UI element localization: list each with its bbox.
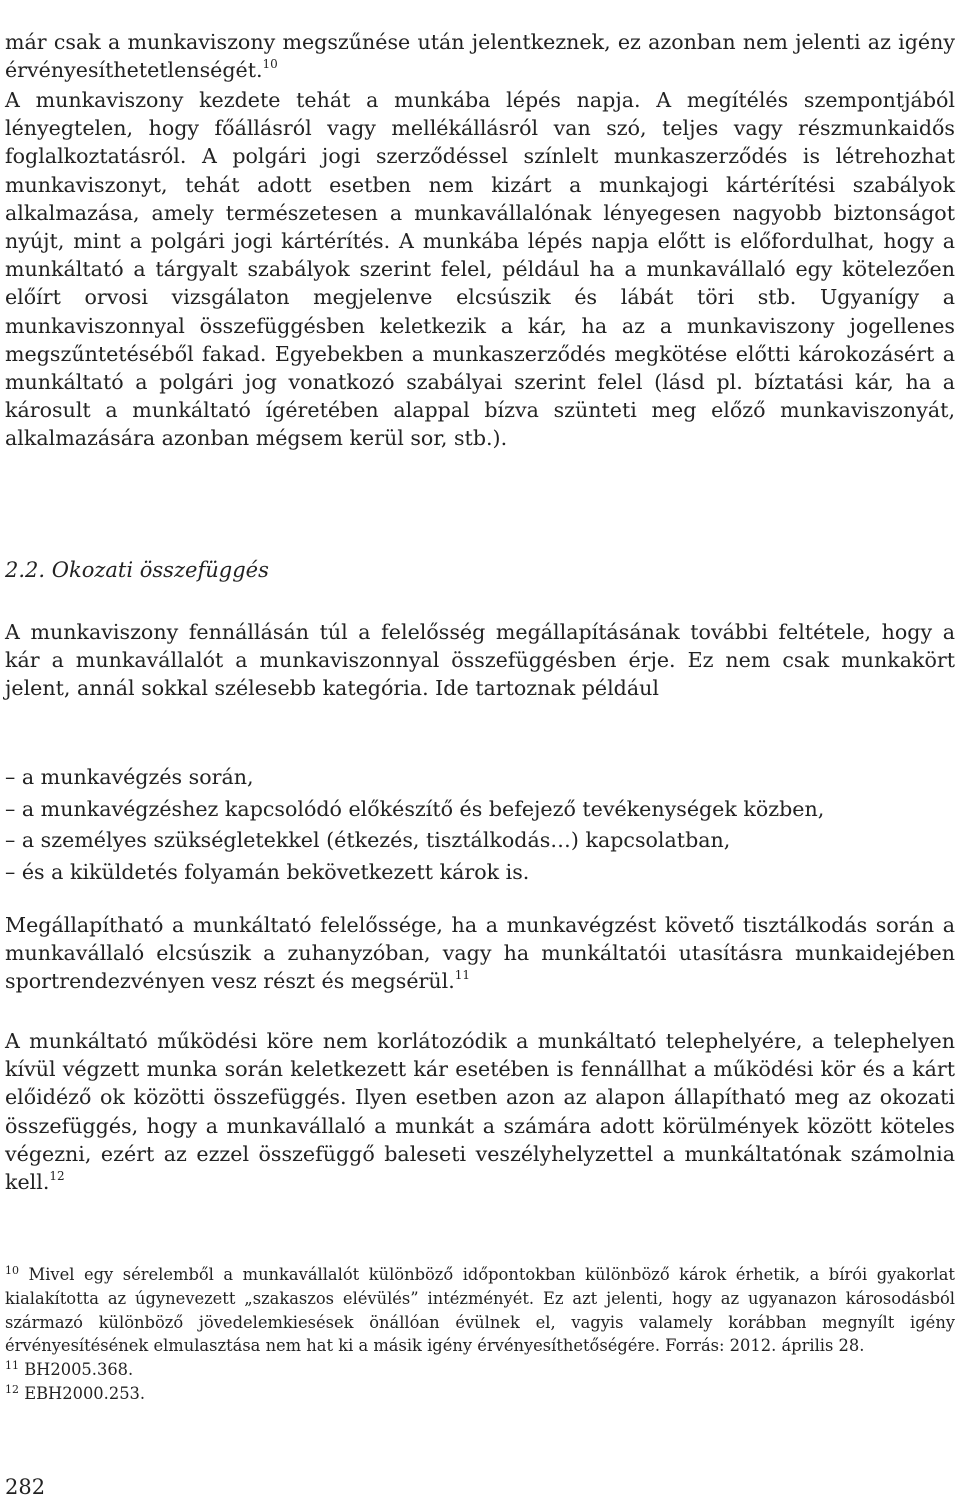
examples-list [5,762,955,888]
footnote-text: BH2005.368. [24,1360,134,1380]
footnote-number: 10 [5,1264,19,1277]
section-number: 2.2. [5,558,46,582]
footnote-ref-11[interactable]: 11 [454,968,471,983]
paragraph-employer-liability-text: Megállapítható a munkáltató felelőssége, ha a munkavégzést követő tisztálkodás során a munkavállaló elcsúszik a zuhanyzóban, vagy ha munkáltatói utasításra munkaidejében sportrendezvényen vesz részt és megsérül. [5,913,955,994]
paragraph-intro [5,28,955,84]
footnote-10 [5,1263,955,1358]
paragraph-causal-link: A munkaviszony fennállásán túl a felelősség megállapításának további feltétele, hogy a kár a munkavállalót a munkaviszonnyal összefüggésben érje. Ez nem csak munkakört jelent, annál sokkal szélesebb kategória. Ide tartoznak például [5,620,955,701]
footnote-number: 12 [5,1382,19,1396]
footnote-number: 11 [5,1359,19,1373]
paragraph-employment-start: A munkaviszony kezdete tehát a munkába lépés napja. A megítélés szempontjából lényegtelen, hogy főállásról vagy mellékállásról van szó, teljes vagy részmunkaidős foglalkoztatásról. A polgári jogi szerződéssel színlelt munkaszerződés is létrehozhat munkaviszonyt, tehát adott esetben nem kizárt a munkajogi kártérítési szabályok alkalmazása, amely természetesen a munkavállalónak lényegesen nagyobb biztonságot nyújt, mint a polgári jogi kártérítés. A munkába lépés napja előtt is előfordulhat, hogy a munkáltató a tárgyalt szabályok szerint felel, például ha a munkavállaló egy kötelezően előírt orvosi vizsgálaton megjelenve elcsúszik és lábát töri stb. Ugyanígy a munkaviszonnyal összefüggésben keletkezik a kár, ha az a munkaviszony jogellenes megszűntetéséből fakad. Egyebekben a munkaszerződés megkötése előtti károkozásért a munkáltató a polgári jog vonatkozó szabályai szerint felel (lásd pl. bíztatási kár, ha a károsult a munkáltató ígéretében alappal bízva szünteti meg előző munkaviszonyát, alkalmazására azonban mégsem kerül sor, stb.). [5,88,955,451]
footnote-11 [5,1358,955,1382]
section-title: Okozati összefüggés [51,558,269,582]
paragraph-operational-scope [5,1027,955,1196]
footnote-ref-10[interactable]: 10 [262,57,278,72]
list-item: – és a kiküldetés folyamán bekövetkezett károk is. [5,859,530,884]
section-heading [5,556,269,584]
paragraph-operational-scope-text: A munkáltató működési köre nem korlátozódik a munkáltató telephelyére, a telephelyen kívül végzett munka során keletkezett kár esetében is fennállhat a működési kör és a kárt előidéző ok közötti összefüggés. Ilyen esetben azon az alapon állapítható meg az okozati összefüggés, hogy a munkavállaló a munkát a számára adott körülmények között köteles végezni, ezért az ezzel összefüggő baleseti veszélyhelyzettel a munkáltatónak számolnia kell. [5,1029,955,1195]
footnote-text: Mivel egy sérelemből a munkavállalót különböző időpontokban különböző károk érhetik, a bírói gyakorlat kialakította az úgynevezett „szakaszos elévülés” intézményét. Ez azt jelenti, hogy az ugyanazon károsodásból származó különböző jövedelemkiesések önállóan évülnek el, vagyis valamely korábban megnyílt igény érvényesítésének elmulasztása nem hat ki a másik igény érvényesíthetőségére. Forrás: 2012. április 28. [5,1265,955,1356]
footnote-text: EBH2000.253. [24,1383,146,1403]
list-item: – a munkavégzés során, [5,765,254,789]
list-item: – a munkavégzéshez kapcsolódó előkészítő és befejező tevékenységek közben, [5,796,825,821]
page-number: 282 [5,1475,46,1499]
footnote-12 [5,1382,955,1406]
paragraph-employer-liability [5,911,955,996]
paragraph-intro-text: már csak a munkaviszony megszűnése után jelentkeznek, ez azonban nem jelenti az igény érvényesíthetetlenségét. [5,30,955,83]
footnotes [5,1263,955,1406]
list-item: – a személyes szükségletekkel (étkezés, tisztálkodás…) kapcsolatban, [5,828,731,852]
footnote-ref-12[interactable]: 12 [49,1169,65,1184]
